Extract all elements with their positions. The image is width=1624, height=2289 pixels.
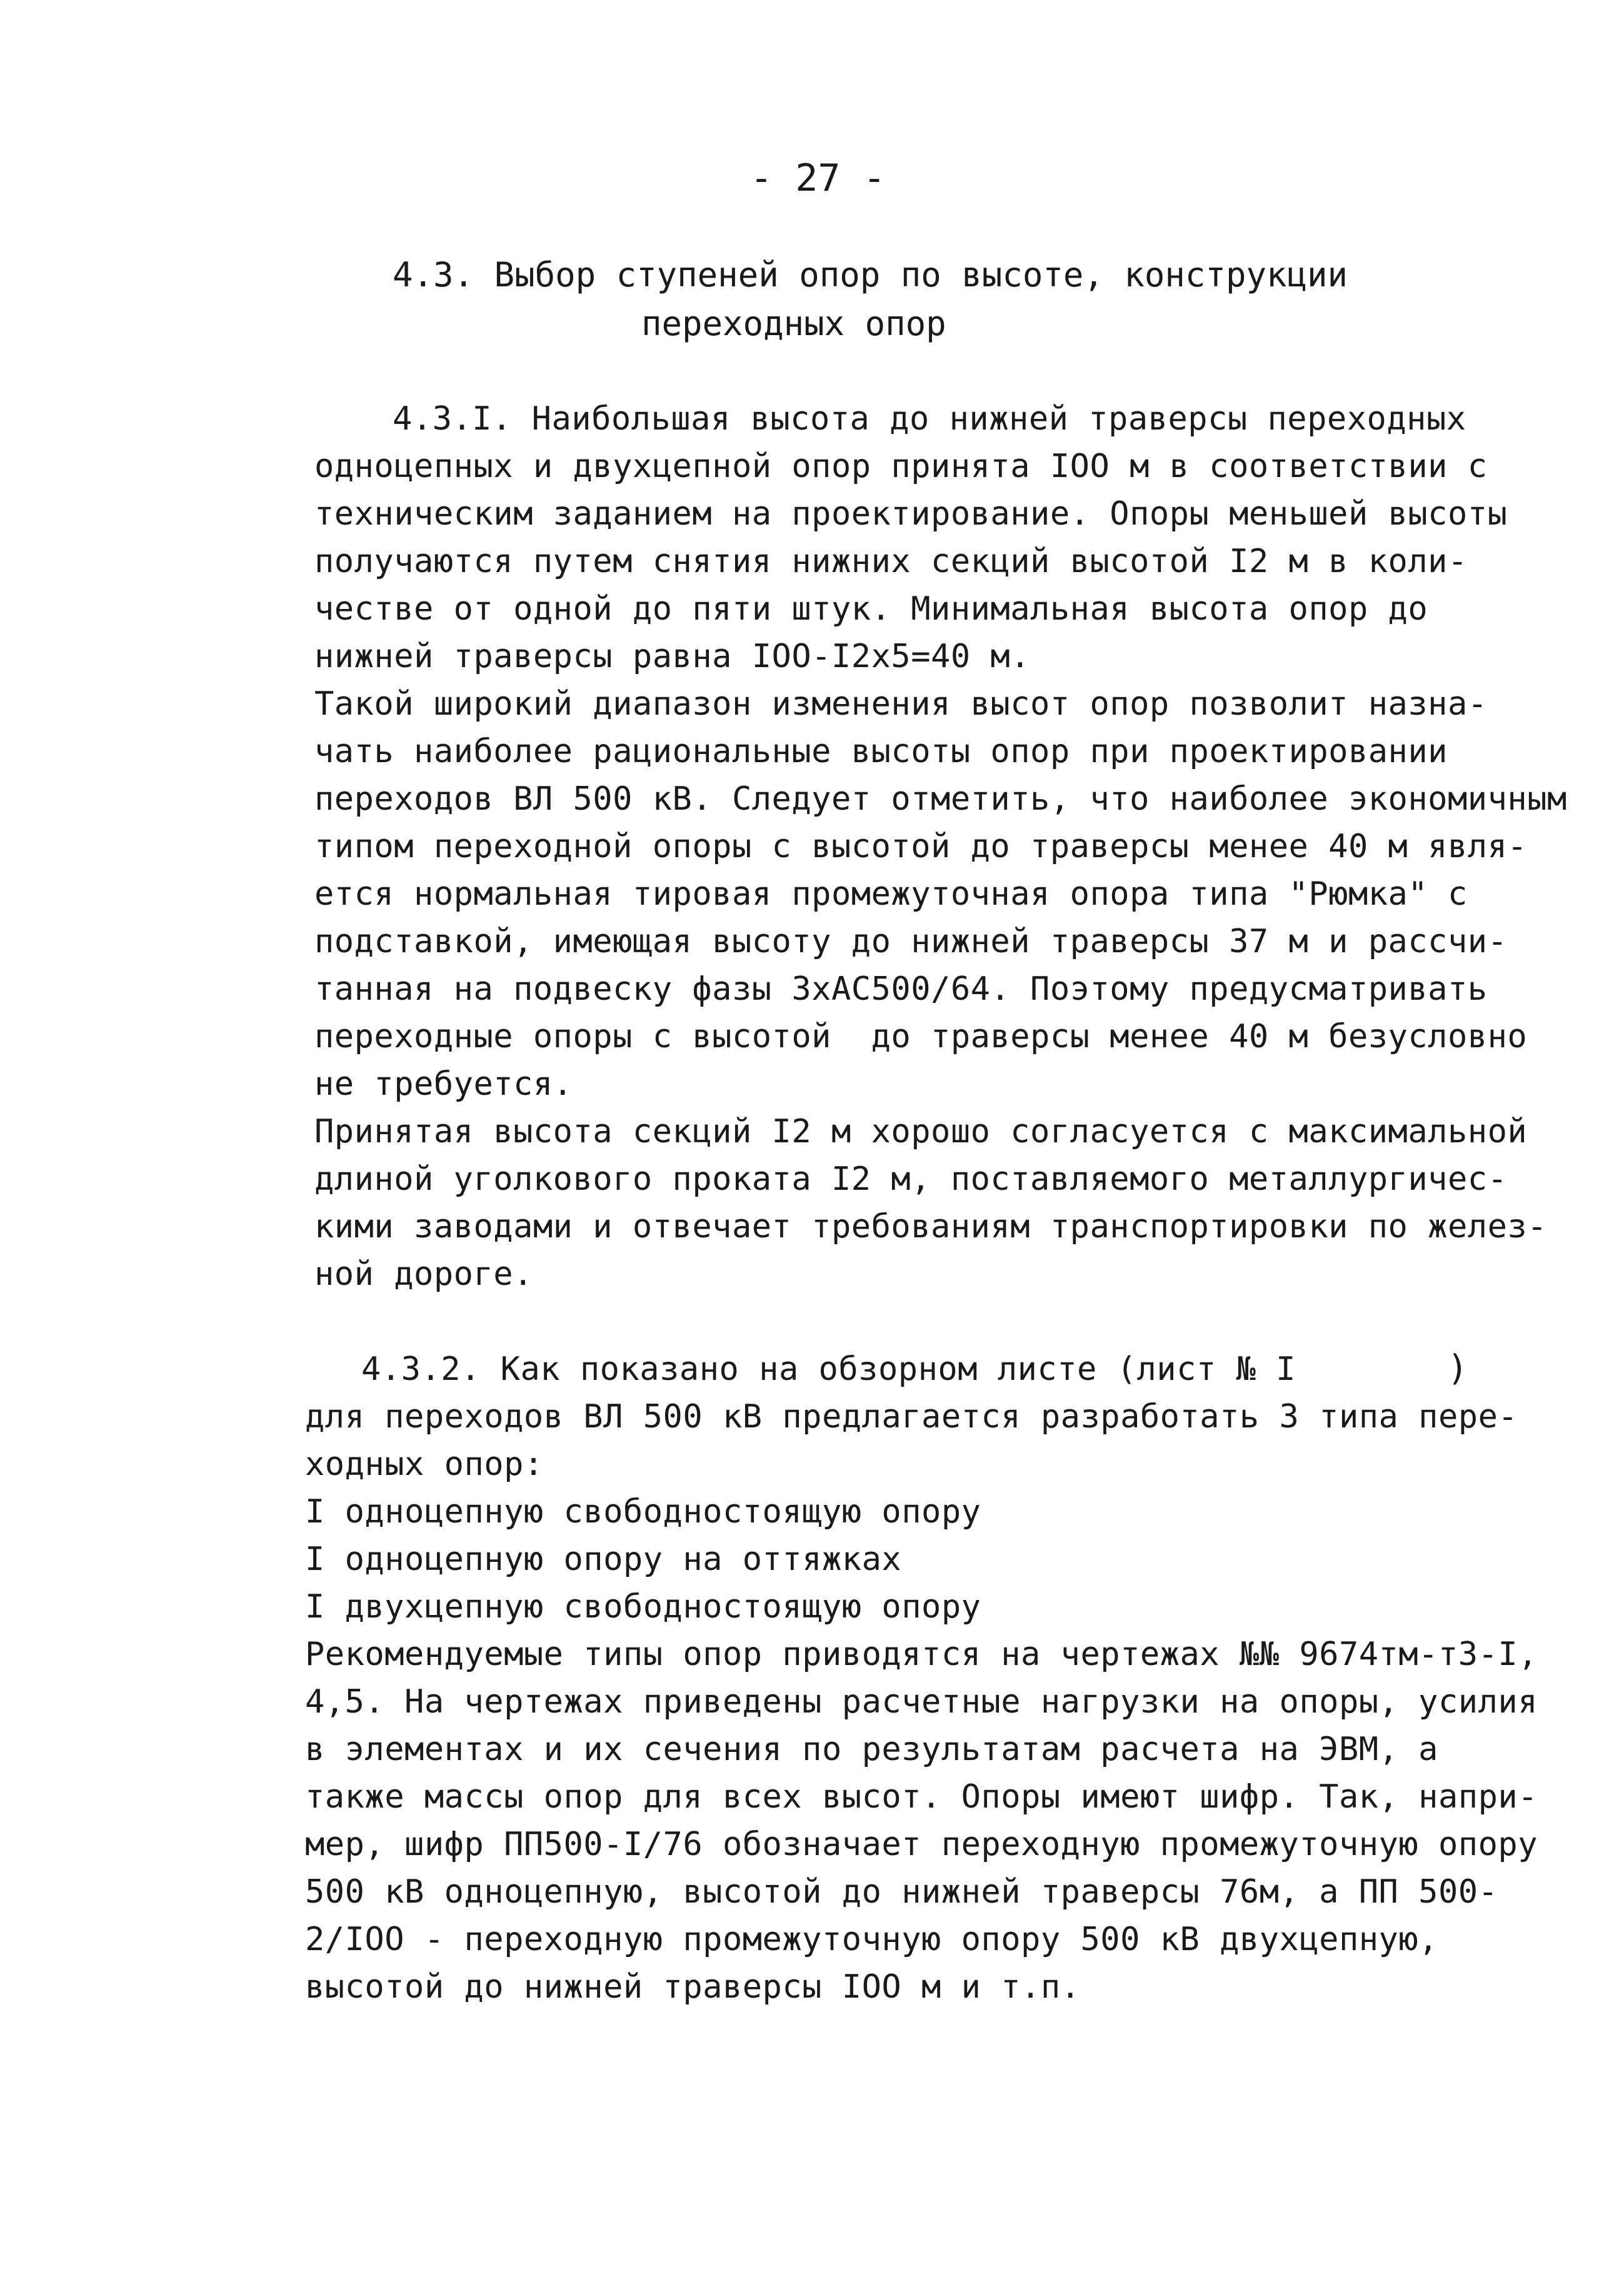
sheet-ref-close-paren: ) (1447, 1348, 1468, 1389)
list-item-double-freestanding: I двухцепную свободностоящую опору (305, 1588, 981, 1626)
paragraph-4-3-2-line-11: мер, шифр ПП500-I/76 обозначает переходную промежуточную опору (305, 1826, 1538, 1863)
list-item-single-freestanding: I одноцепную свободностоящую опору (305, 1493, 981, 1531)
paragraph-4-3-1-line-12: подставкой, имеющая высоту до нижней траверсы 37 м и рассчи- (314, 923, 1508, 960)
paragraph-4-3-2-line-9: в элементах и их сечения по результатам расчета на ЭВМ, а (305, 1731, 1438, 1768)
paragraph-4-3-2-line-10: также массы опор для всех высот. Опоры имеют шифр. Так, напри- (305, 1778, 1538, 1816)
paragraph-4-3-1-line-19: ной дороге. (314, 1255, 533, 1293)
paragraph-4-3-1-line-1: 4.3.I. Наибольшая высота до нижней траверсы переходных (393, 400, 1466, 438)
paragraph-4-3-1-line-14: переходные опоры с высотой до траверсы менее 40 м безусловно (314, 1018, 1528, 1055)
paragraph-4-3-2-line-3: ходных опор: (305, 1446, 544, 1483)
paragraph-4-3-1-line-7: Такой широкий диапазон изменения высот опор позволит назна- (314, 685, 1488, 723)
paragraph-4-3-1-line-4: получаются путем снятия нижних секций высотой I2 м в коли- (314, 543, 1468, 580)
paragraph-4-3-2-line-1: 4.3.2. Как показано на обзорном листе (лист № I (361, 1351, 1296, 1388)
paragraph-4-3-1-line-8: чать наиболее рациональные высоты опор при проектировании (314, 733, 1448, 770)
paragraph-4-3-1-line-2: одноцепных и двухцепной опор принята IOO м в соответствии с (314, 448, 1488, 485)
paragraph-4-3-1-line-13: танная на подвеску фазы 3хАС500/64. Поэтому предусматривать (314, 970, 1488, 1008)
paragraph-4-3-1-line-17: длиной уголкового проката I2 м, поставляемого металлургичес- (314, 1160, 1508, 1198)
list-item-single-guyed: I одноцепную опору на оттяжках (305, 1541, 902, 1578)
paragraph-4-3-1-line-11: ется нормальная тировая промежуточная опора типа "Рюмка" с (314, 875, 1468, 913)
paragraph-4-3-2-line-13: 2/IOO - переходную промежуточную опору 500 кВ двухцепную, (305, 1921, 1438, 1958)
section-heading-line-1: 4.3. Выбор ступеней опор по высоте, конструкции (393, 255, 1348, 294)
paragraph-4-3-1-line-16: Принятая высота секций I2 м хорошо согласуется с максимальной (314, 1113, 1528, 1150)
paragraph-4-3-2-line-8: 4,5. На чертежах приведены расчетные нагрузки на опоры, усилия (305, 1683, 1538, 1721)
paragraph-4-3-2-line-2: для переходов ВЛ 500 кВ предлагается разработать 3 типа пере- (305, 1398, 1518, 1436)
paragraph-4-3-1-line-15: не требуется. (314, 1065, 573, 1103)
paragraph-4-3-1-line-9: переходов ВЛ 500 кВ. Следует отметить, что наиболее экономичным (314, 780, 1567, 818)
paragraph-4-3-2-line-14: высотой до нижней траверсы IOO м и т.п. (305, 1968, 1081, 2006)
paragraph-4-3-1-line-18: кими заводами и отвечает требованиям транспортировки по желез- (314, 1208, 1548, 1245)
paragraph-4-3-1-line-5: честве от одной до пяти штук. Минимальная высота опор до (314, 590, 1428, 628)
paragraph-4-3-2-line-7: Рекомендуемые типы опор приводятся на чертежах №№ 9674тм-т3-I, (305, 1636, 1538, 1673)
paragraph-4-3-1-line-6: нижней траверсы равна IOO-I2x5=40 м. (314, 638, 1031, 675)
paragraph-4-3-2-line-12: 500 кВ одноцепную, высотой до нижней траверсы 76м, а ПП 500- (305, 1873, 1498, 1911)
section-heading-line-2: переходных опор (641, 304, 946, 343)
page-number: - 27 - (750, 156, 886, 200)
paragraph-4-3-1-line-3: техническим заданием на проектирование. Опоры меньшей высоты (314, 495, 1508, 533)
paragraph-4-3-1-line-10: типом переходной опоры с высотой до траверсы менее 40 м явля- (314, 828, 1528, 865)
